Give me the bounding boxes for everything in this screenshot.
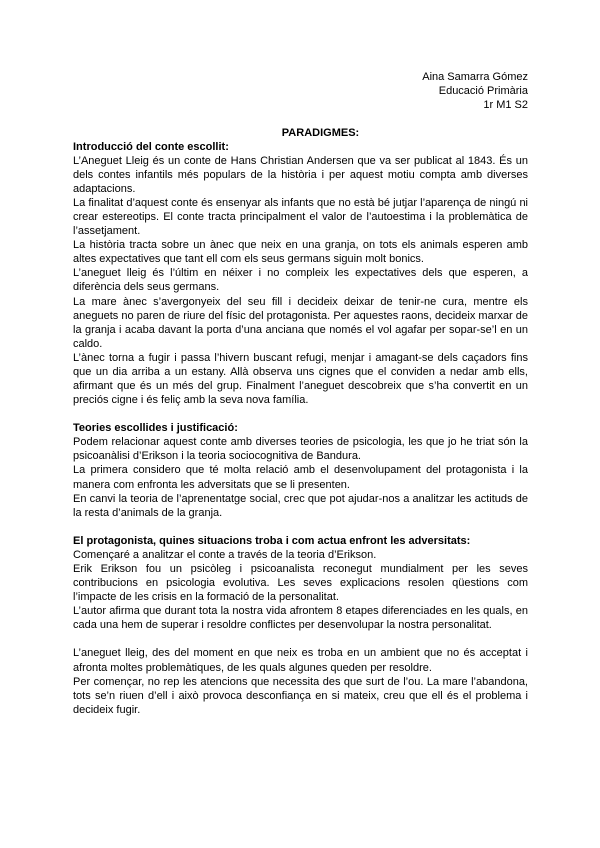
- spacer: [73, 520, 528, 534]
- spacer: [73, 407, 528, 421]
- section-theories: [73, 421, 528, 520]
- section-protagonist: [73, 534, 528, 717]
- paragraph: Començaré a analitzar el conte a través de la teoria d’Erikson.: [73, 548, 377, 561]
- paragraph: Podem relacionar aquest conte amb diverses teories de psicologia, les que jo he triat són la psicoanàlisi d’Erikson i la teoria sociocognitiva de Bandura.: [73, 436, 528, 463]
- section-heading: El protagonista, quines situacions troba i com actua enfront les adversitats:: [73, 534, 471, 547]
- paragraph: L’aneguet lleig és l’últim en néixer i no compleix les expectatives dels que esperen, a diferència dels seus germans.: [73, 267, 528, 294]
- paragraph: Erik Erikson fou un psicòleg i psicoanalista reconegut mundialment per les seves contribucions en psicologia evolutiva. Les seves explicacions resolen qüestions com l’impacte de les crisis en la formació de la personalitat.: [73, 562, 528, 604]
- author-name: Aina Samarra Gómez: [422, 71, 528, 83]
- paragraph: La finalitat d’aquest conte és ensenyar als infants que no està bé jutjar l’aparença de ningú ni crear estereotips. El conte tracta principalment el valor de l’autoestima i la problemàtica de l’assetjament.: [73, 196, 528, 238]
- paragraph: L’autor afirma que durant tota la nostra vida afrontem 8 etapes diferenciades en les quals, en cada una hem de superar i resoldre conflictes per desenvolupar la nostra personalitat.: [73, 605, 528, 632]
- paragraph: En canvi la teoria de l’aprenentatge social, crec que pot ajudar-nos a analitzar les actituds de la resta d’animals de la granja.: [73, 492, 528, 519]
- paragraph: Per començar, no rep les atencions que necessita des que surt de l’ou. La mare l’abandona, tots se’n riuen d’ell i això provoca desconfiança en si mateix, creu que ell és el problema i decideix fugir.: [73, 675, 528, 716]
- document-header: [73, 70, 528, 113]
- course-name: Educació Primària: [438, 85, 528, 98]
- group-code: 1r M1 S2: [483, 99, 528, 112]
- spacer: [73, 632, 528, 646]
- paragraph: La primera considero que té molta relació amb el desenvolupament del protagonista i la manera com enfronta les adversitats que se li presenten.: [73, 464, 528, 491]
- section-heading: Teories escollides i justificació:: [73, 422, 238, 435]
- document-title: PARADIGMES:: [281, 126, 360, 139]
- paragraph: La mare ànec s’avergonyeix del seu fill i decideix deixar de tenir-ne cura, mentre els aneguets no paren de riure del físic del protagonista. Per aquestes raons, decideix marxar de la granja i acaba davant la porta d’una anciana que només el vol agafar per sopar-se’l en un caldo.: [73, 295, 528, 350]
- section-heading: Introducció del conte escollit:: [73, 140, 229, 153]
- paragraph: L’aneguet lleig, des del moment en que neix es troba en un ambient que no és acceptat i afronta moltes problemàtiques, de les quals algunes queden per resoldre.: [73, 647, 528, 674]
- section-intro: [73, 140, 528, 408]
- paragraph: La història tracta sobre un ànec que neix en una granja, on tots els animals esperen amb altes expectatives que tant ell com els seus germans siguin molt bonics.: [73, 239, 528, 266]
- paragraph: L’Aneguet Lleig és un conte de Hans Christian Andersen que va ser publicat al 1843. És un dels contes infantils més populars de la història i per aquest motiu compta amb diverses adaptacions.: [73, 154, 528, 195]
- paragraph: L’ànec torna a fugir i passa l’hivern buscant refugi, menjar i amagant-se dels caçadors fins que un dia arriba a un estany. Allà observa uns cignes que el conviden a nedar amb ells, afirmant que és un més del grup. Finalment l’aneguet descobreix que s’ha convertit en un preciós cigne i és feliç amb la seva nova família.: [73, 351, 528, 407]
